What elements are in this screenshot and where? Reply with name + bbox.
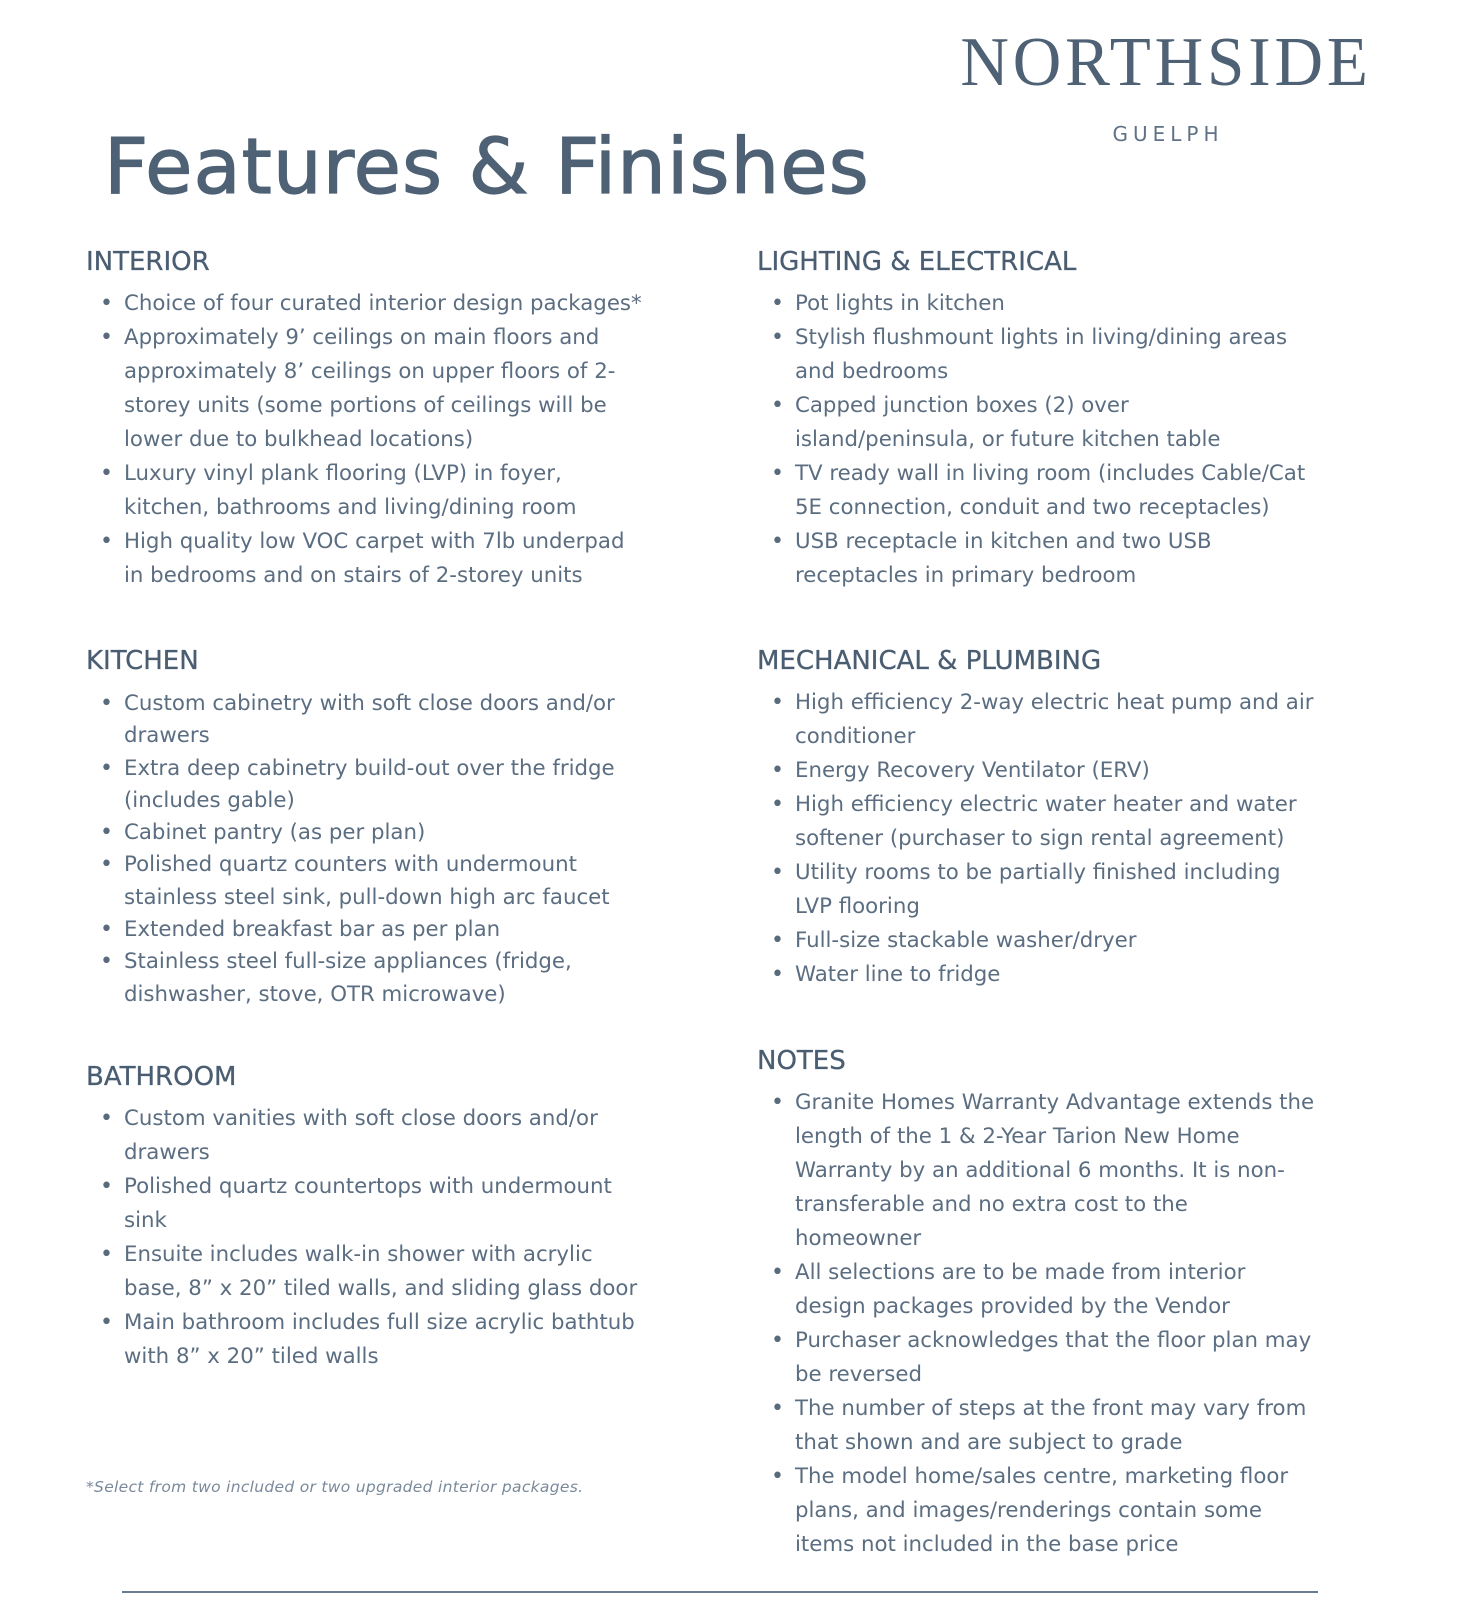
bullet-list bbox=[86, 1102, 726, 1374]
bullet-icon: • bbox=[771, 291, 784, 316]
section-heading: MECHANICAL & PLUMBING bbox=[757, 646, 1102, 676]
list-item-text: Stainless steel full-size appliances (fridge, bbox=[124, 949, 572, 975]
list-item-text: softener (purchaser to sign rental agreement) bbox=[795, 826, 1285, 851]
list-item-text: Stylish flushmount lights in living/dining areas bbox=[795, 325, 1288, 350]
list-item-text: with 8” x 20” tiled walls bbox=[124, 1344, 379, 1369]
list-item bbox=[757, 525, 1437, 593]
bullet-icon: • bbox=[100, 291, 113, 316]
list-item-text: conditioner bbox=[795, 724, 916, 749]
bullet-icon: • bbox=[100, 1106, 113, 1131]
bullet-icon: • bbox=[771, 1464, 784, 1489]
bullet-icon: • bbox=[100, 461, 113, 486]
list-item-text: Purchaser acknowledges that the floor plan may bbox=[795, 1328, 1312, 1353]
logo-name: NORTHSIDE bbox=[960, 24, 1372, 101]
list-item bbox=[757, 856, 1437, 924]
bullet-icon: • bbox=[771, 962, 784, 987]
list-item-text: 5E connection, conduit and two receptacles) bbox=[795, 495, 1270, 520]
bullet-icon: • bbox=[771, 1260, 784, 1285]
section-bathroom bbox=[86, 1060, 726, 1374]
list-item-text: in bedrooms and on stairs of 2-storey units bbox=[124, 563, 583, 588]
list-item bbox=[757, 958, 1437, 992]
bullet-icon: • bbox=[100, 917, 113, 943]
section-notes bbox=[757, 1044, 1437, 1562]
page-title: Features & Finishes bbox=[104, 123, 870, 212]
list-item-text: (includes gable) bbox=[124, 787, 295, 813]
list-item-text: sink bbox=[124, 1208, 167, 1233]
list-item bbox=[86, 817, 726, 849]
list-item-text: Utility rooms to be partially finished including bbox=[795, 860, 1281, 885]
bullet-list bbox=[757, 287, 1437, 593]
bullet-icon: • bbox=[771, 758, 784, 783]
bullet-icon: • bbox=[100, 1174, 113, 1199]
list-item-text: Approximately 9’ ceilings on main floors and bbox=[124, 325, 600, 350]
bullet-icon: • bbox=[771, 928, 784, 953]
list-item-text: Energy Recovery Ventilator (ERV) bbox=[795, 758, 1150, 783]
list-item-text: and bedrooms bbox=[795, 359, 949, 384]
section-kitchen bbox=[86, 644, 726, 1011]
section-heading: KITCHEN bbox=[86, 646, 199, 676]
bullet-icon: • bbox=[771, 325, 784, 350]
list-item-text: length of the 1 & 2-Year Tarion New Home bbox=[795, 1124, 1240, 1149]
bullet-icon: • bbox=[100, 755, 113, 781]
list-item-text: approximately 8’ ceilings on upper floors of 2- bbox=[124, 359, 616, 384]
section-mechanical bbox=[757, 644, 1437, 992]
list-item-text: storey units (some portions of ceilings will be bbox=[124, 393, 607, 418]
list-item bbox=[86, 1170, 726, 1238]
footer-divider bbox=[122, 1591, 1318, 1593]
list-item-text: USB receptacle in kitchen and two USB bbox=[795, 529, 1212, 554]
list-item-text: items not included in the base price bbox=[795, 1532, 1179, 1557]
section-heading: BATHROOM bbox=[86, 1062, 237, 1092]
list-item-text: plans, and images/renderings contain some bbox=[795, 1498, 1262, 1523]
list-item-text: Main bathroom includes full size acrylic bathtub bbox=[124, 1310, 635, 1335]
list-item bbox=[757, 924, 1437, 958]
list-item-text: lower due to bulkhead locations) bbox=[124, 427, 474, 452]
list-item-text: Custom cabinetry with soft close doors and/or bbox=[124, 691, 615, 716]
list-item-text: Polished quartz counters with undermount bbox=[124, 852, 577, 878]
footnote: *Select from two included or two upgraded interior packages. bbox=[86, 1478, 584, 1496]
list-item bbox=[86, 1306, 726, 1374]
list-item bbox=[757, 389, 1437, 457]
list-item-text: Luxury vinyl plank flooring (LVP) in foyer, bbox=[124, 461, 562, 486]
list-item-text: The number of steps at the front may vary from bbox=[795, 1396, 1307, 1421]
section-heading: NOTES bbox=[757, 1046, 846, 1076]
list-item-text: Warranty by an additional 6 months. It is non- bbox=[795, 1158, 1285, 1183]
list-item bbox=[757, 1460, 1437, 1562]
list-item bbox=[86, 1238, 726, 1306]
list-item-text: kitchen, bathrooms and living/dining room bbox=[124, 495, 577, 520]
list-item-text: drawers bbox=[124, 723, 210, 749]
list-item-text: The model home/sales centre, marketing floor bbox=[795, 1464, 1289, 1489]
list-item-text: that shown and are subject to grade bbox=[795, 1430, 1183, 1455]
section-heading: LIGHTING & ELECTRICAL bbox=[757, 247, 1077, 277]
list-item-text: design packages provided by the Vendor bbox=[795, 1294, 1230, 1319]
list-item bbox=[757, 754, 1437, 788]
list-item-text: base, 8” x 20” tiled walls, and sliding glass door bbox=[124, 1276, 638, 1301]
list-item bbox=[757, 287, 1437, 321]
bullet-icon: • bbox=[100, 852, 113, 878]
bullet-icon: • bbox=[771, 529, 784, 554]
list-item-text: Custom vanities with soft close doors and/or bbox=[124, 1106, 598, 1131]
list-item bbox=[757, 1086, 1437, 1256]
list-item-text: High efficiency electric water heater and water bbox=[795, 792, 1297, 817]
bullet-icon: • bbox=[100, 1310, 113, 1335]
section-interior bbox=[86, 245, 726, 593]
list-item-text: Choice of four curated interior design packages* bbox=[124, 291, 642, 316]
bullet-icon: • bbox=[771, 393, 784, 418]
list-item-text: Polished quartz countertops with undermount bbox=[124, 1174, 612, 1199]
list-item bbox=[86, 457, 726, 525]
list-item-text: High quality low VOC carpet with 7lb underpad bbox=[124, 529, 625, 554]
bullet-icon: • bbox=[100, 820, 113, 846]
list-item bbox=[86, 1102, 726, 1170]
list-item-text: Extra deep cabinetry build-out over the fridge bbox=[124, 755, 615, 781]
list-item bbox=[86, 688, 726, 753]
list-item-text: dishwasher, stove, OTR microwave) bbox=[124, 981, 506, 1007]
bullet-icon: • bbox=[100, 325, 113, 350]
bullet-icon: • bbox=[771, 1328, 784, 1353]
bullet-icon: • bbox=[100, 691, 113, 716]
list-item bbox=[757, 321, 1437, 389]
list-item-text: Ensuite includes walk-in shower with acrylic bbox=[124, 1242, 593, 1267]
logo-location: GUELPH bbox=[1112, 122, 1224, 146]
list-item-text: be reversed bbox=[795, 1362, 922, 1387]
list-item-text: drawers bbox=[124, 1140, 210, 1165]
list-item-text: transferable and no extra cost to the bbox=[795, 1192, 1188, 1217]
list-item-text: Capped junction boxes (2) over bbox=[795, 393, 1129, 418]
bullet-icon: • bbox=[771, 1396, 784, 1421]
bullet-icon: • bbox=[771, 461, 784, 486]
list-item bbox=[86, 914, 726, 946]
list-item bbox=[757, 788, 1437, 856]
list-item bbox=[757, 1256, 1437, 1324]
list-item bbox=[757, 686, 1437, 754]
list-item-text: Water line to fridge bbox=[795, 962, 1001, 987]
list-item bbox=[757, 1324, 1437, 1392]
bullet-list bbox=[757, 686, 1437, 992]
list-item bbox=[86, 753, 726, 818]
list-item bbox=[86, 321, 726, 457]
list-item-text: High efficiency 2-way electric heat pump and air bbox=[795, 690, 1314, 715]
list-item-text: stainless steel sink, pull-down high arc faucet bbox=[124, 884, 610, 910]
list-item-text: Cabinet pantry (as per plan) bbox=[124, 820, 426, 846]
list-item bbox=[757, 1392, 1437, 1460]
list-item-text: All selections are to be made from interior bbox=[795, 1260, 1246, 1285]
section-heading: INTERIOR bbox=[86, 247, 210, 277]
list-item-text: Full-size stackable washer/dryer bbox=[795, 928, 1137, 953]
list-item-text: Granite Homes Warranty Advantage extends the bbox=[795, 1090, 1315, 1115]
list-item-text: Pot lights in kitchen bbox=[795, 291, 1005, 316]
bullet-icon: • bbox=[771, 792, 784, 817]
bullet-icon: • bbox=[100, 529, 113, 554]
list-item bbox=[86, 525, 726, 593]
list-item-text: LVP flooring bbox=[795, 894, 920, 919]
bullet-list bbox=[757, 1086, 1437, 1562]
list-item bbox=[86, 946, 726, 1011]
bullet-icon: • bbox=[771, 860, 784, 885]
bullet-icon: • bbox=[100, 949, 113, 975]
list-item-text: TV ready wall in living room (includes Cable/Cat bbox=[795, 461, 1306, 486]
list-item-text: Extended breakfast bar as per plan bbox=[124, 917, 501, 943]
bullet-list bbox=[86, 287, 726, 593]
list-item bbox=[86, 287, 726, 321]
bullet-icon: • bbox=[100, 1242, 113, 1267]
list-item bbox=[86, 849, 726, 914]
list-item-text: receptacles in primary bedroom bbox=[795, 563, 1137, 588]
bullet-icon: • bbox=[771, 690, 784, 715]
bullet-list bbox=[86, 688, 726, 1011]
list-item bbox=[757, 457, 1437, 525]
northside-logo bbox=[952, 24, 1372, 146]
section-lighting bbox=[757, 245, 1437, 593]
list-item-text: island/peninsula, or future kitchen table bbox=[795, 427, 1221, 452]
bullet-icon: • bbox=[771, 1090, 784, 1115]
list-item-text: homeowner bbox=[795, 1226, 922, 1251]
